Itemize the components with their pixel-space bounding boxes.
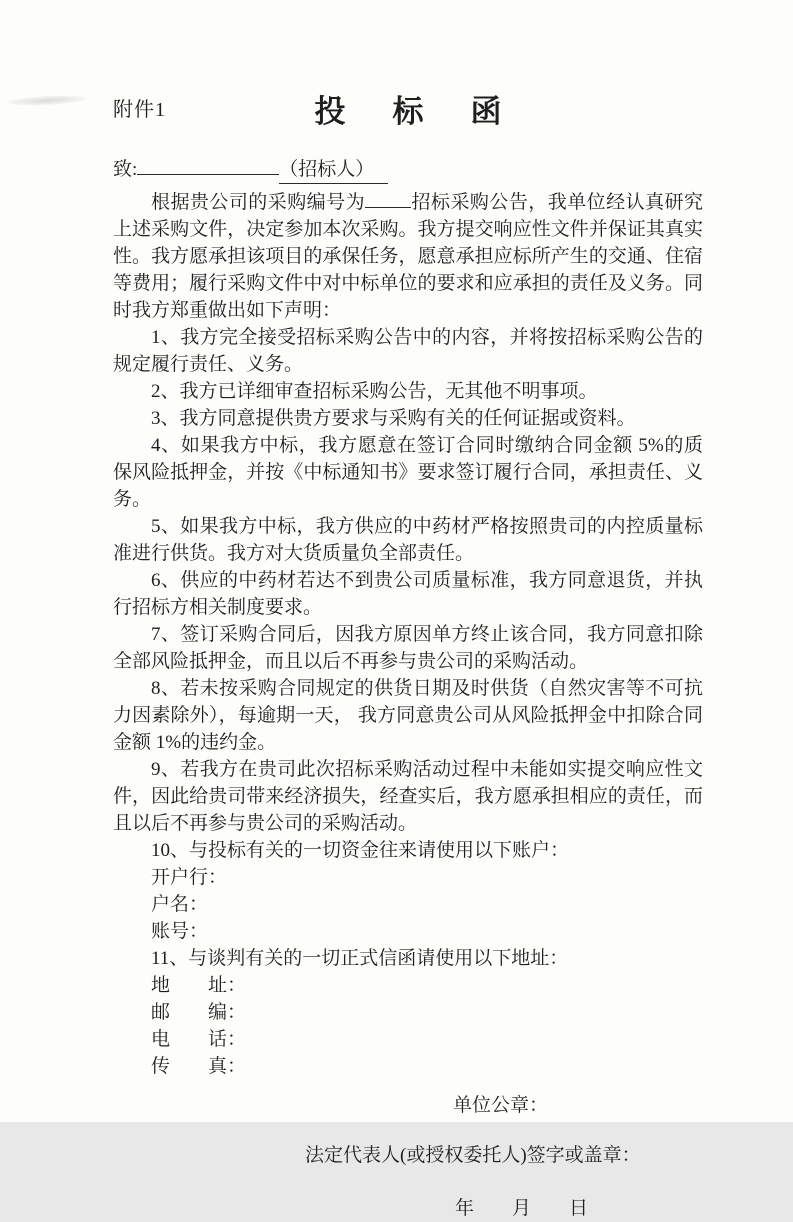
clause-7: 7、签订采购合同后，因我方原因单方终止该合同，我方同意扣除全部风险抵押金，而且以后不再参与贵公司的采购活动。	[113, 624, 703, 672]
account-number-field-label: 账号：	[151, 921, 209, 942]
clause-1: 1、我方完全接受招标采购公告中的内容，并将按招标采购公告的规定履行责任、义务。	[113, 327, 703, 375]
title-row	[113, 93, 703, 131]
recipient-blank-field	[137, 154, 279, 175]
signature-block	[113, 1092, 703, 1222]
clause-5: 5、如果我方中标，我方供应的中药材严格按照贵司的内控质量标准进行供货。我方对大货质量负全部责任。	[113, 516, 703, 564]
clause-6: 6、供应的中药材若达不到贵公司质量标准，我方同意退货，并执行招标方相关制度要求。	[113, 570, 703, 618]
procurement-number-blank-field	[365, 188, 411, 208]
account-name-field-label: 户名：	[151, 894, 209, 915]
fax-field-label: 传 真：	[151, 1056, 247, 1077]
clause-4: 4、如果我方中标，我方愿意在签订合同时缴纳合同金额 5%的质保风险抵押金，并按《中标通知书》要求签订履行合同，承担责任、义务。	[113, 435, 703, 510]
intro-prefix: 根据贵公司的采购编号为	[151, 192, 366, 213]
address-field-label: 地 址：	[151, 975, 247, 996]
clause-3: 3、我方同意提供贵方要求与采购有关的任何证据或资料。	[151, 408, 636, 429]
phone-field-label: 电 话：	[151, 1029, 247, 1050]
intro-paragraph	[113, 188, 703, 324]
salutation-prefix: 致:	[113, 159, 138, 180]
clause-2: 2、我方已详细审查招标采购公告，无其他不明事项。	[151, 381, 598, 402]
bank-name-field-label: 开户行：	[151, 867, 228, 888]
intro-suffix: 招标采购公告，我单位经认真研究上述采购文件，决定参加本次采购。我方提交响应性文件并保证其真实性。我方愿承担该项目的承保任务，愿意承担应标所产生的交通、住宿等费用；履行采购文件中对中标单位的要求和应承担的责任及义务。同时我方郑重做出如下声明：	[113, 192, 703, 321]
recipient-hint: （招标人）	[279, 156, 388, 184]
page-title: 投 标 函	[314, 94, 510, 129]
clause-8: 8、若未按采购合同规定的供货日期及时供货（自然灾害等不可抗力因素除外），每逾期一天， 我方同意贵公司从风险抵押金中扣除合同金额 1%的违约金。	[113, 678, 703, 753]
company-seal-label: 单位公章：	[453, 1095, 549, 1116]
scan-artifact-smudge	[8, 94, 86, 107]
postcode-field-label: 邮 编：	[151, 1002, 247, 1023]
clause-10-heading: 10、与投标有关的一切资金往来请使用以下账户：	[151, 840, 570, 861]
salutation-line	[113, 154, 703, 184]
attachment-label: 附件1	[113, 99, 166, 121]
clause-9: 9、若我方在贵司此次招标采购活动过程中未能如实提交响应性文件，因此给贵司带来经济损失，经查实后，我方愿承担相应的责任，而且以后不再参与贵公司的采购活动。	[113, 759, 703, 834]
clause-11-heading: 11、与谈判有关的一切正式信函请使用以下地址：	[151, 948, 569, 969]
date-label: 年 月 日	[455, 1198, 589, 1219]
legal-representative-signature-label: 法定代表人(或授权委托人)签字或盖章：	[305, 1145, 641, 1166]
document-content	[113, 93, 703, 1222]
